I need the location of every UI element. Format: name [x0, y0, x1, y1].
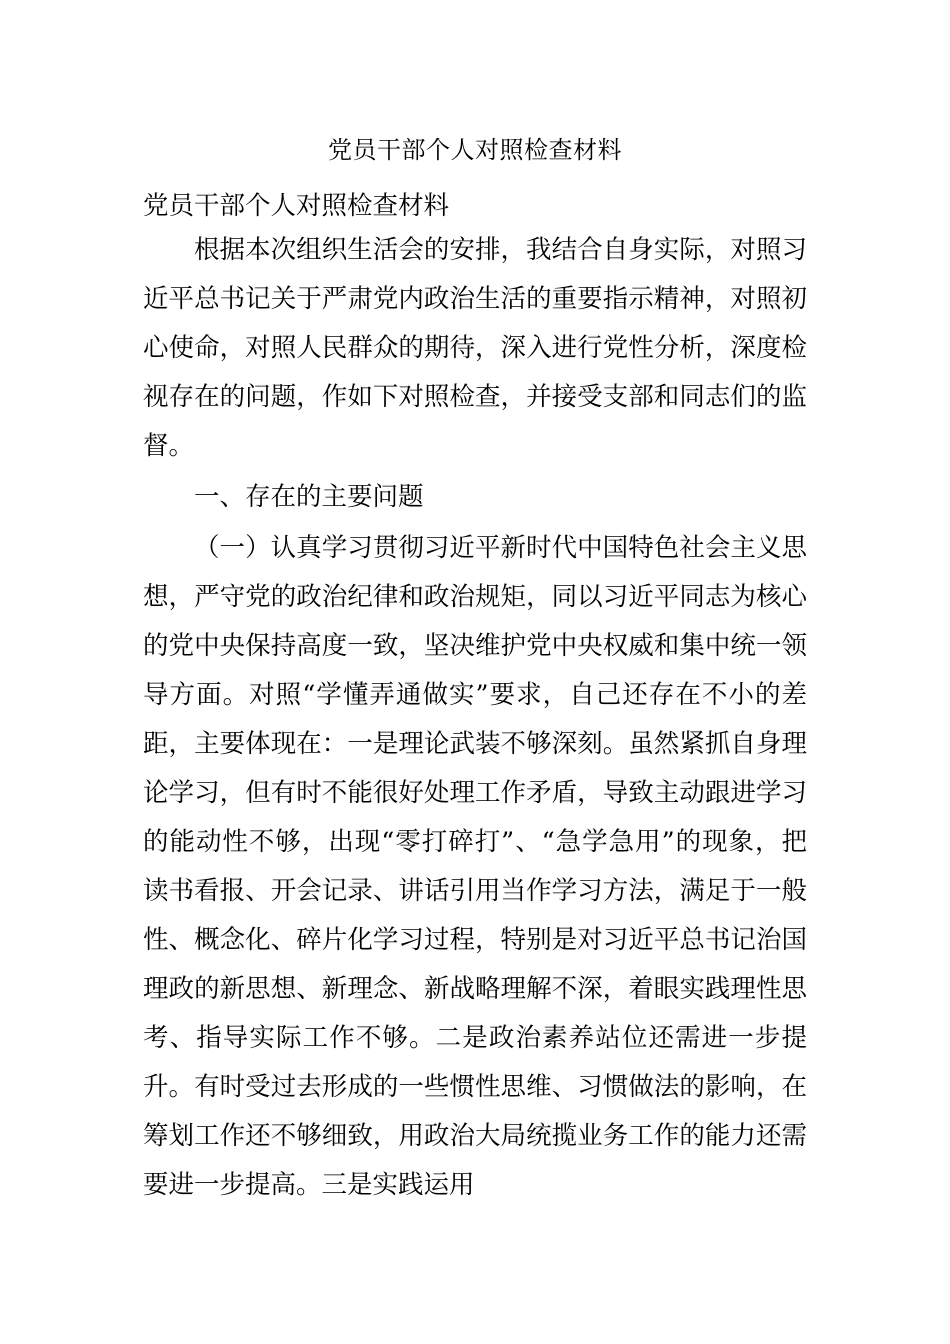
paragraph-intro: 根据本次组织生活会的安排，我结合自身实际，对照习近平总书记关于严肃党内政治生活的重要指示精神，对照初心使命，对照人民群众的期待，深入进行党性分析，深度检视存在的问题，作如下对照检查，并接受支部和同志们的监督。 [143, 235, 807, 461]
document-title: 党员干部个人对照检查材料 [328, 136, 622, 164]
document-body [143, 226, 807, 1210]
paragraph-section-one: （一）认真学习贯彻习近平新时代中国特色社会主义思想，严守党的政治纪律和政治规矩，同以习近平同志为核心的党中央保持高度一致，坚决维护党中央权威和集中统一领导方面。对照“学懂弄通做实”要求，自己还存在不小的差距，主要体现在：一是理论武装不够深刻。虽然紧抓自身理论学习，但有时不能很好处理工作矛盾，导致主动跟进学习的能动性不够，出现“零打碎打”、“急学急用”的现象，把读书看报、开会记录、讲话引用当作学习方法，满足于一般性、概念化、碎片化学习过程，特别是对习近平总书记治国理政的新思想、新理念、新战略理解不深，着眼实践理性思考、指导实际工作不够。二是政治素养站位还需进一步提升。有时受过去形成的一些惯性思维、习惯做法的影响，在筹划工作还不够细致，用政治大局统揽业务工作的能力还需要进一步提高。三是实践运用 [143, 533, 807, 1200]
document-subtitle: 党员干部个人对照检查材料 [143, 191, 450, 221]
section-heading-main-problems: 一、存在的主要问题 [194, 482, 424, 512]
